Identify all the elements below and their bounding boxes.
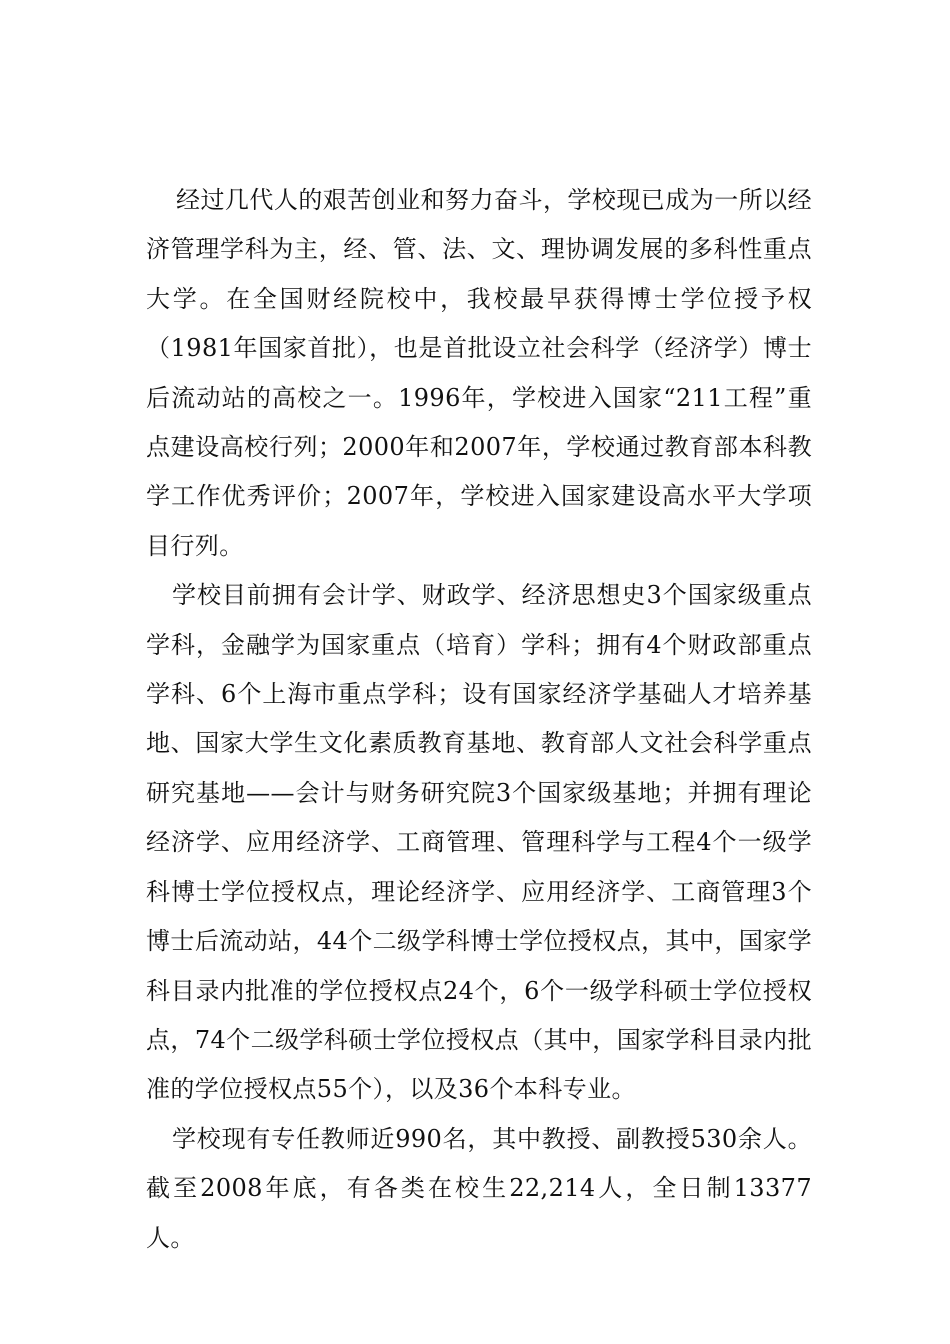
paragraph-disciplines: 学校目前拥有会计学、财政学、经济思想史3个国家级重点学科，金融学为国家重点（培育）学科；拥有4个财政部重点学科、6个上海市重点学科；设有国家经济学基础人才培养基地、国家大学生文化素质教育基地、教育部人文社会科学重点研究基地——会计与财务研究院3个国家级基地；并拥有理论经济学、应用经济学、工商管理、管理科学与工程4个一级学科博士学位授权点，理论经济学、应用经济学、工商管理3个博士后流动站，44个二级学科博士学位授权点，其中，国家学科目录内批准的学位授权点24个，6个一级学科硕士学位授权点，74个二级学科硕士学位授权点（其中，国家学科目录内批准的学位授权点55个），以及36个本科专业。 xyxy=(146,581,812,1104)
paragraph-school-history: 经过几代人的艰苦创业和努力奋斗，学校现已成为一所以经济管理学科为主，经、管、法、文、理协调发展的多科性重点大学。在全国财经院校中，我校最早获得博士学位授予权（1981年国家首批），也是首批设立社会科学（经济学）博士后流动站的高校之一。1996年，学校进入国家“211工程”重点建设高校行列；2000年和2007年，学校通过教育部本科教学工作优秀评价；2007年，学校进入国家建设高水平大学项目行列。 xyxy=(146,186,812,560)
paragraph-faculty-students: 学校现有专任教师近990名，其中教授、副教授530余人。截至2008年底，有各类在校生22,214人，全日制13377人。 xyxy=(146,1124,812,1252)
document-body xyxy=(146,176,812,1263)
